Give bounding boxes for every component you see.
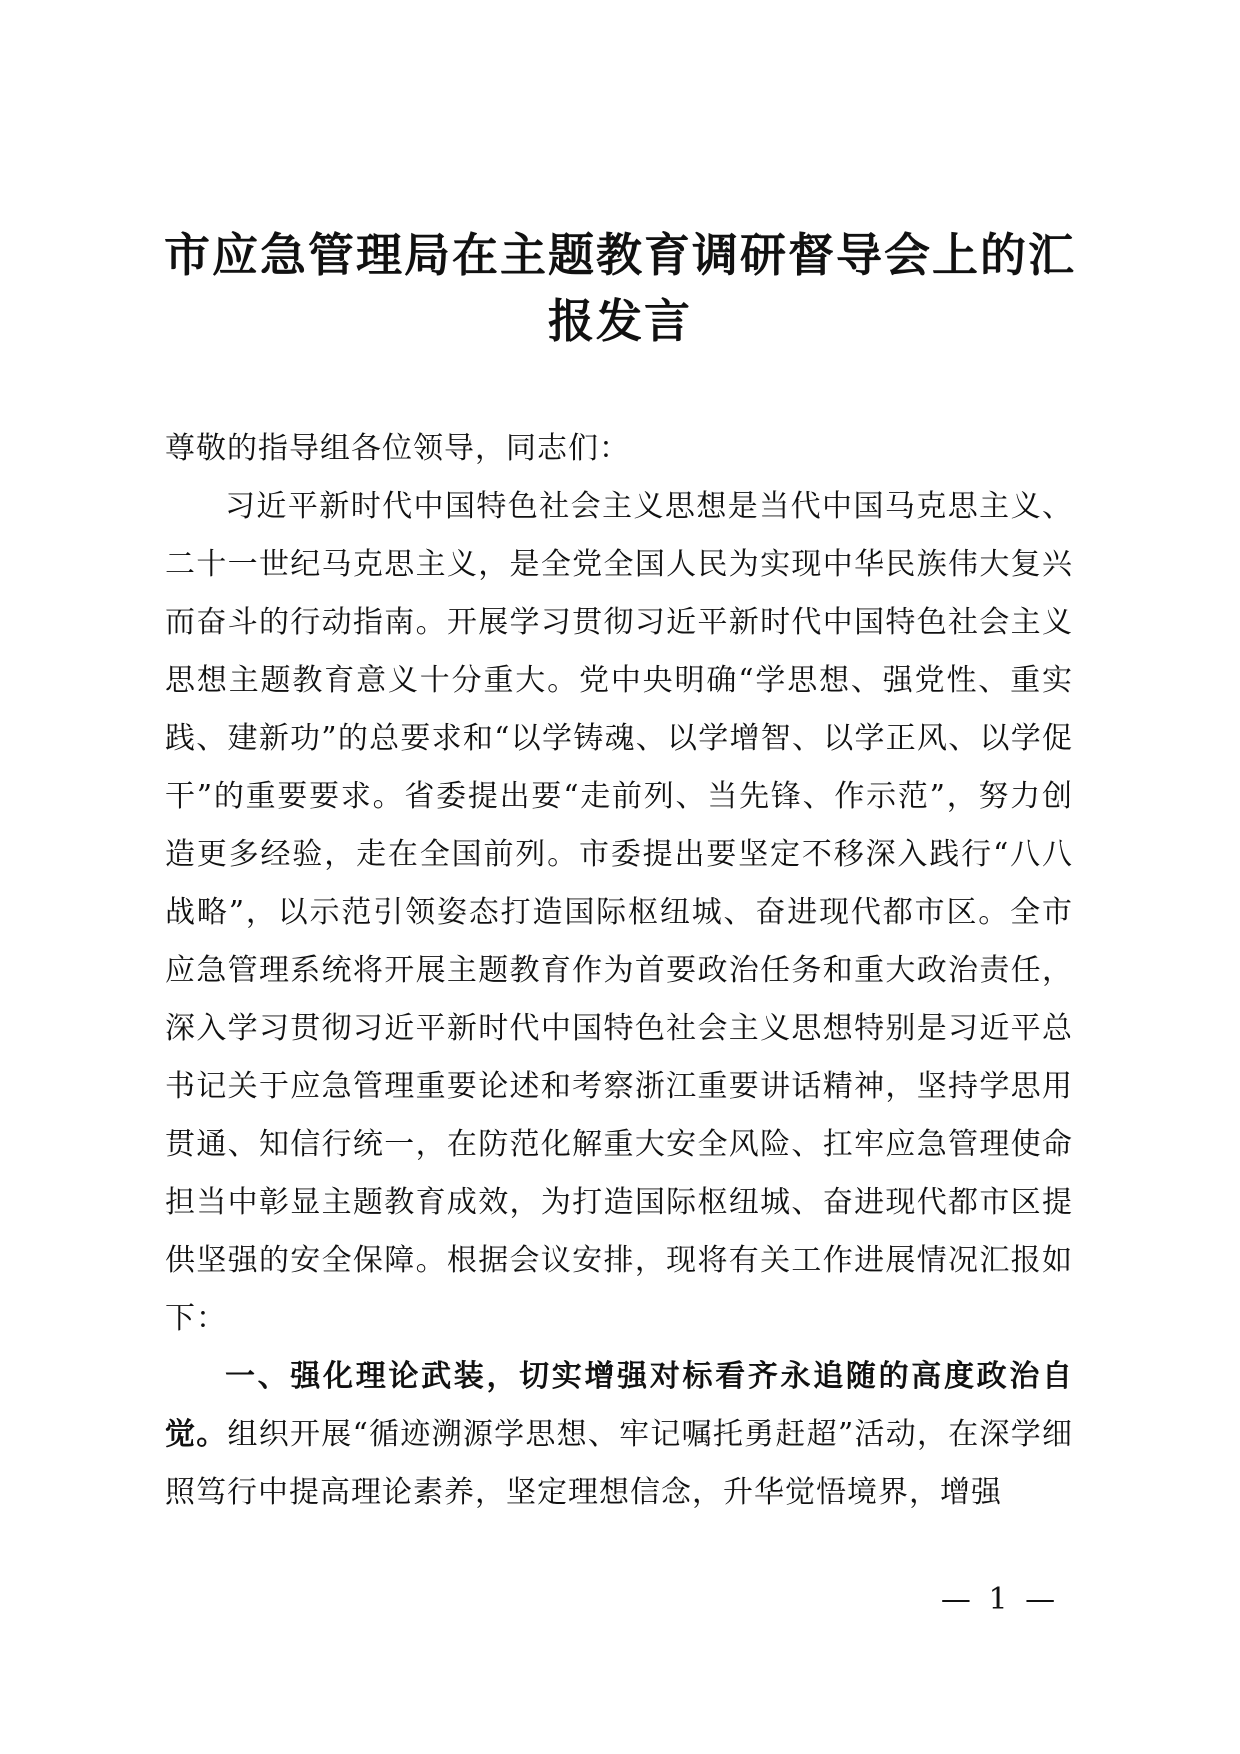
- salutation: 尊敬的指导组各位领导，同志们：: [165, 431, 630, 466]
- section-1-text: 组织开展“循迹溯源学思想、牢记嘱托勇赶超”活动，在深学细照笃行中提高理论素养，坚定理想信念，升华觉悟境界，增强: [165, 1417, 1073, 1510]
- section-1-paragraph: [165, 1348, 1073, 1522]
- page-title: 市应急管理局在主题教育调研督导会上的汇报发言: [164, 228, 1076, 348]
- document-body: [165, 420, 1073, 1522]
- intro-paragraph: 习近平新时代中国特色社会主义思想是当代中国马克思主义、二十一世纪马克思主义，是全党全国人民为实现中华民族伟大复兴而奋斗的行动指南。开展学习贯彻习近平新时代中国特色社会主义思想主题教育意义十分重大。党中央明确“学思想、强党性、重实践、建新功”的总要求和“以学铸魂、以学增智、以学正风、以学促干”的重要要求。省委提出要“走前列、当先锋、作示范”，努力创造更多经验，走在全国前列。市委提出要坚定不移深入践行“八八战略”，以示范引领姿态打造国际枢纽城、奋进现代都市区。全市应急管理系统将开展主题教育作为首要政治任务和重大政治责任，深入学习贯彻习近平新时代中国特色社会主义思想特别是习近平总书记关于应急管理重要论述和考察浙江重要讲话精神，坚持学思用贯通、知信行统一，在防范化解重大安全风险、扛牢应急管理使命担当中彰显主题教育成效，为打造国际枢纽城、奋进现代都市区提供坚强的安全保障。根据会议安排，现将有关工作进展情况汇报如下：: [165, 489, 1073, 1336]
- page-number: — 1 —: [940, 1582, 1060, 1617]
- section-1-heading: 一、强化理论武装，切实增强对标看齐永追随的高度政治自觉。: [165, 1359, 1073, 1452]
